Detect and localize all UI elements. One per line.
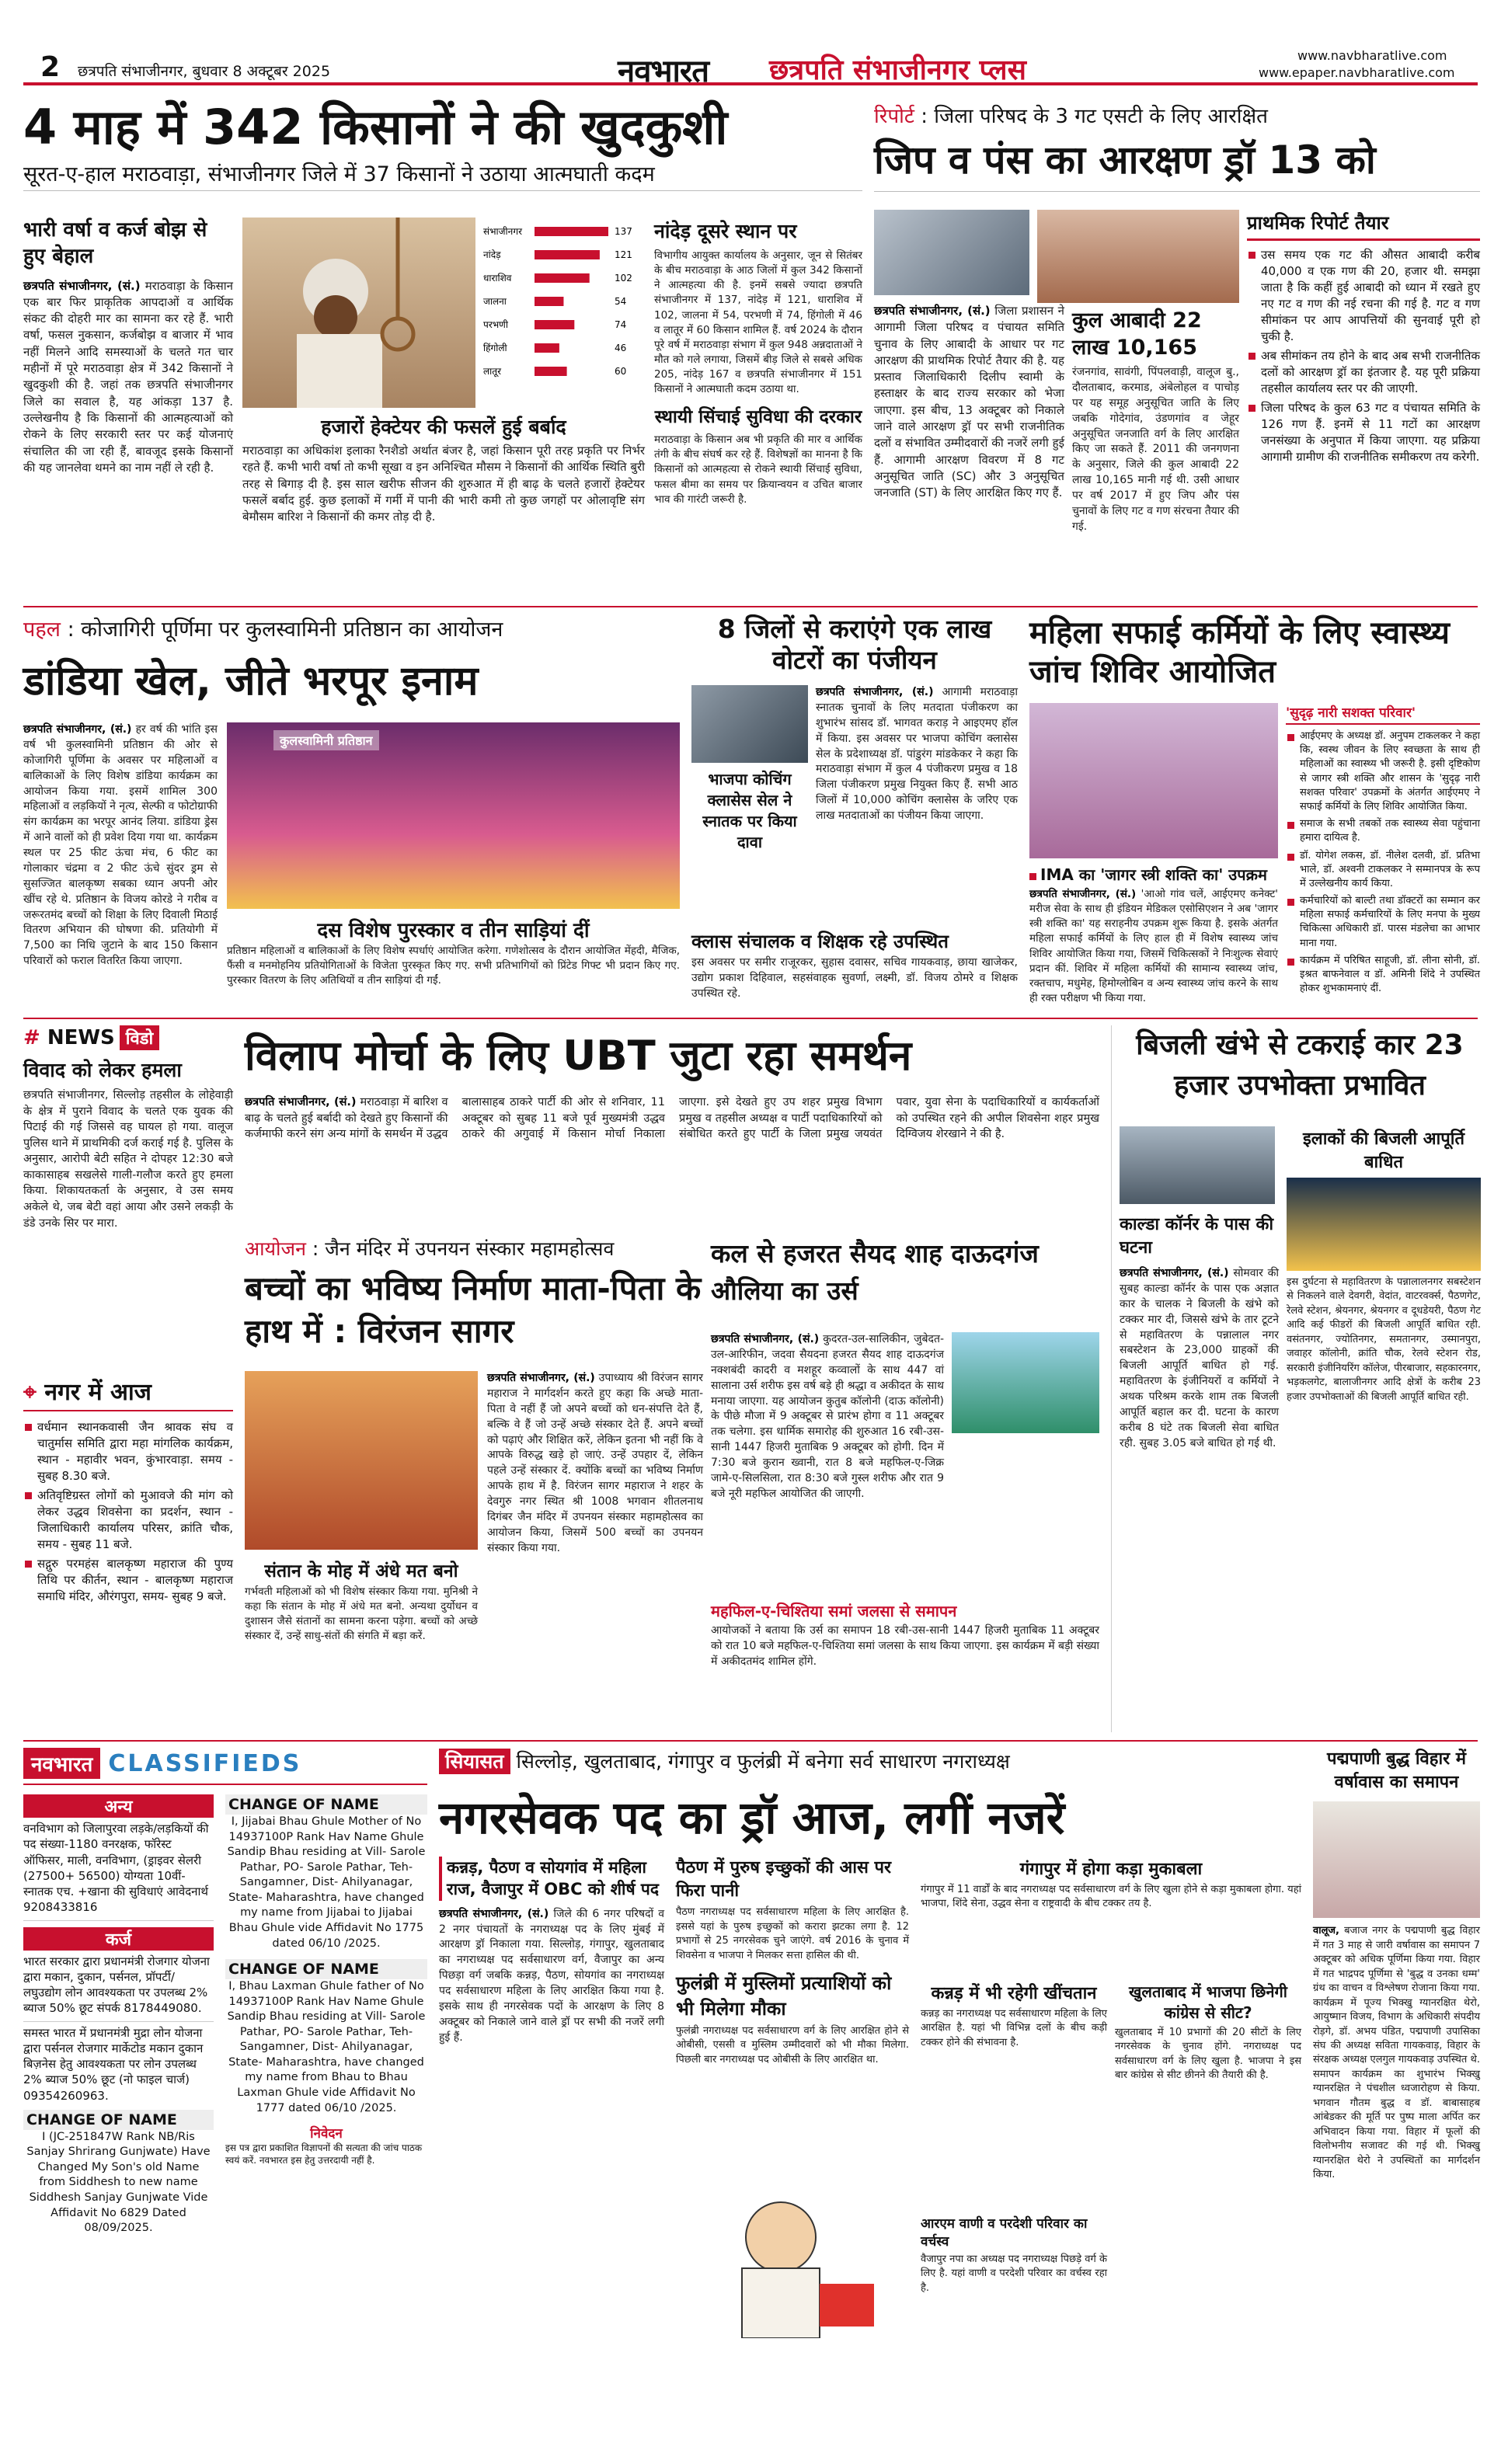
name-change-notice: I (JC-251847W Rank NB/Ris Sanjay Shrirang Gunjwate) Have Changed My Son's old Name from Siddhesh to new name Siddhesh Sanjay Gunjwate Vide Affidavit No 6829 Dated 08/09/2025. [26, 2130, 211, 2235]
sub-body: खुलताबाद में 10 प्रभागों की 20 सीटों के लिए नगरसेवक के चुनाव होंगे. नगराध्यक्ष पद सर्वसाधारण वर्ग के लिए खुला है. भाजपा ने इस बार कांग्रेस से सीट छीनने की तैयारी की है. [1115, 2027, 1301, 2082]
kicker: आयोजन : जैन मंदिर में उपनयन संस्कार महामहोत्सव [245, 1237, 615, 1260]
irrigation-body: मराठवाड़ा के किसान अब भी प्रकृति की मार व आर्थिक तंगी के बीच संघर्ष कर रहे हैं. विशेषज्ञों का मानना है कि किसानों को आत्महत्या से रोकने स्थायी सिंचाई सुविधा, फसल बीमा का समय पर क्रियान्वयन व उचित बाजार भाव की गारंटी जरूरी है. [654, 433, 862, 506]
chart-value-label: 102 [615, 273, 632, 284]
section-head: अन्य [23, 1794, 214, 1818]
sub-body: वैजापुर नपा का अध्यक्ष पद नगराध्यक्ष पिछड़े वर्ग के लिए है. यहां वाणी व परदेशी परिवार का वर्चस्व रहा है. [921, 2253, 1107, 2294]
classifieds [23, 1748, 427, 2431]
caption-body: मराठवाड़ा का अधिकांश इलाका रैनशैडो अर्थात बंजर है, जहां किसान पूरी तरह प्रकृति पर निर्भर रहते हैं. कभी भारी वर्षा तो कभी सूखा व इन अनिश्चित मौसम ने किसानों की आर्थिक स्थिति बुरी तरह से बिगाड़ दी है. इस साल खरीफ सीजन की शुरुआत में ही बाढ़ के चलते हजारों हेक्टेयर फसलें बर्बाद हुई. कुछ इलाकों में गर्मी में पानी की भारी कमी तो कुछ जगहों पर ओलावृष्टि संग बेमौसम बारिश ने किसानों की कमर तोड़ दी है. [242, 444, 645, 524]
byline: छत्रपति संभाजीनगर, (सं.) [245, 1096, 357, 1108]
chart-value-label: 60 [615, 366, 627, 377]
chart-category-label: परभणी [483, 319, 508, 330]
camp-photo [1029, 703, 1278, 858]
byline: छत्रपति संभाजीनगर, (सं.) [23, 278, 141, 293]
website-url[interactable]: www.navbharatlive.com [1297, 48, 1447, 63]
sub-body: कन्नड़ का नगराध्यक्ष पद सर्वसाधारण महिला के लिए आरक्षित है. यहां भी विभिन्न दलों के बीच कड़ी टक्कर होने की संभावना है. [921, 2008, 1107, 2048]
district-chart [482, 218, 645, 408]
city-events [23, 1375, 233, 1732]
ubt-story [245, 1025, 1099, 1227]
subhead: पैठण में पुरुष इच्छुकों की आस पर फिरा पानी [676, 1858, 892, 1901]
subheadline: भारी वर्षा व कर्ज बोझ से हुए बेहाल [23, 218, 207, 268]
headline: 8 जिलों से कराएंगे एक लाख वोटरों का पंजीयन [717, 614, 992, 675]
list-item: सद्गुरु परमहंस बालकृष्ण महाराज की पुण्य तिथि पर कीर्तन, स्थान - बालकृष्ण महाराज समाधि मंदिर, औरंगपुरा, समय- सुबह 9 बजे. [23, 1556, 233, 1605]
chart-value-label: 121 [615, 249, 632, 260]
side-head: इलाकों की बिजली आपूर्ति बाधित [1303, 1129, 1464, 1172]
stage-banner: कुलस्वामिनी प्रतिष्ठान [273, 730, 379, 750]
sub-body: गंगापुर में 11 वार्डों के बाद नगराध्यक्ष पद सर्वसाधारण वर्ग के लिए खुला होने से कड़ा मुकाबला होगा. यहां भाजपा, शिंदे सेना, उद्धव सेना व राष्ट्रवादी के बीच टक्कर तय है. [921, 1884, 1301, 1910]
headline: विलाप मोर्चा के लिए UBT जुटा रहा समर्थन [245, 1032, 912, 1080]
name-change-notice: I, Jijabai Bhau Ghule Mother of No 14937100P Rank Hav Name Ghule Sandip Bhau residing at Vill- Sarole Pathar, PO- Sarole Pathar, Teh- Sangamner, Dist- Ahilyanagar, State- Maharashtra, have changed my name from Jijabai to Jijabai Bhau Ghule vide Affidavit No 1775 dated 06/10 /2025. [227, 1815, 426, 1950]
subhead: खुलताबाद में भाजपा छिनेगी कांग्रेस से सीट? [1129, 1982, 1287, 2022]
dargah-photo [952, 1332, 1099, 1433]
chart-value-label: 54 [615, 296, 627, 307]
chart-category-label: नांदेड़ [483, 249, 501, 260]
body: उपाध्याय श्री विरंजन सागर महाराज ने मार्गदर्शन करते हुए कहा कि अच्छे माता-पिता वे नहीं हैं जो अपने बच्चों को धन-संपत्ति देते हैं, बल्कि वे हैं जो उन्हें अच्छे संस्कार देते हैं. अपने बच्चों को पढ़ाएं और शिक्षित करें, लेकिन इतना भी नहीं कि वे आपके विरुद्ध खड़े हो जाएं. उन्हें उपहार दें, लेकिन पहले उन्हें संस्कार दें. क्योंकि बच्चों का भविष्य निर्माण आपके हाथ में है. विरंजन सागर महाराज ने शहर के देवगुरु नगर स्थित श्री 1008 भगवान शीतलनाथ दिगंबर जैन मंदिर में उपनयन संस्कार महामहोत्सव का आयोजन किया, जिसमें 500 बच्चों का उपनयन संस्कार किया गया. [487, 1372, 704, 1554]
news-brief [23, 1025, 233, 1352]
byline: छत्रपति संभाजीनगर, (सं.) [874, 304, 991, 318]
chart-category-label: जालना [483, 296, 507, 307]
classified-item: वनविभाग को जिलापुरवा लड़के/लड़कियों की पद संख्या-1180 वनरक्षक, फॉरेस्ट ऑफिसर, माली, वनविभाग, (ड्राइवर सेलरी (27500+ 56500) योग्यता 10वीं-स्नातक एच. +खाना की सुविधाएं आवेदनार्थ 9208433816 [23, 1821, 214, 1921]
headline: महिला सफाई कर्मियों के लिए स्वास्थ्य जांच शिविर आयोजित [1029, 615, 1450, 690]
side-head: प्राथमिक रिपोर्ट तैयार [1247, 210, 1480, 241]
list-item: वर्धमान स्थानकवासी जैन श्रावक संघ व चातुर्मास समिति द्वारा महा मांगलिक कार्यक्रम, स्थान - महावीर भवन, कुंभारवाड़ा. समय - सुबह 8.30 बजे. [23, 1419, 233, 1484]
notice-head: निवेदन [310, 2126, 343, 2142]
farmer-photo [242, 218, 475, 408]
second-place-subhead: नांदेड़ दूसरे स्थान पर [654, 220, 797, 242]
chart-bar [535, 367, 567, 376]
headline: बिजली खंभे से टकराई कार 23 हजार उपभोक्ता प्रभावित [1136, 1029, 1464, 1102]
subhead: कन्नड़, पैठण व सोयगांव में महिला राज, वैजापुर में OBC को शीर्ष पद [439, 1857, 664, 1901]
chart-value-label: 74 [615, 319, 627, 330]
name-change-head: CHANGE OF NAME [23, 2110, 214, 2130]
headline: 4 माह में 342 किसानों ने की खुदकुशी [23, 99, 728, 155]
name-change-head: CHANGE OF NAME [225, 1794, 427, 1815]
side-list [1286, 729, 1480, 996]
video-tag[interactable]: विडो [120, 1025, 159, 1050]
headline: बच्चों का भविष्य निर्माण माता-पिता के हाथ में : विरंजन सागर [245, 1269, 702, 1350]
kicker: सियासत सिल्लोड़, खुलताबाद, गंगापुर व फुलंब्री में बनेगा सर्व साधारण नगराध्यक्ष [439, 1748, 1301, 1774]
subhead: महफिल-ए-चिश्तिया समां जलसा से समापन [711, 1602, 957, 1620]
list-item: समाज के सभी तबकों तक स्वास्थ्य सेवा पहुंचाना हमारा दायित्व है. [1286, 817, 1480, 845]
news-tag: # NEWS [23, 1026, 115, 1049]
headline: कल से हजरत सैयद शाह दाऊदगंज औलिया का उर्स [711, 1238, 1039, 1306]
body: 'आओ गांव चलें, आईएमए कनेक्ट' मरीज सेवा के साथ ही इंडियन मेडिकल एसोसिएशन ने अब 'जागर स्त्री शक्ति का' यह सराहनीय उपक्रम शुरू किया है. इसके अंतर्गत महिला सफाई कर्मियों के लिए हाल ही में विशेष स्वास्थ्य जांच शिविर आयोजित किया गया, जिसमें चिकित्सकों ने निःशुल्क सेवाएं प्रदान कीं. शिविर में महिला कर्मियों की सामान्य स्वास्थ्य जांच, रक्तचाप, मधुमेह, हिमोग्लोबिन व अन्य स्वास्थ्य जांच करने के साथ ही रक्त परीक्षण भी किया गया. [1029, 888, 1278, 1005]
side-body: इस दुर्घटना से महावितरण के पन्नालालनगर सबस्टेशन से निकलने वाले देवगरी, वेदांत, वाटरवर्क्स, पैठणगेट, रेलवे स्टेशन, श्रेयनगर, श्रेयनगर व दूधडेयरी, पैठण गेट आदि कई फीडरों की बिजली आपूर्ति बाधित रही. वसंतनगर, ज्योतिनगर, समतानगर, उस्मानपुरा, जवाहर कॉलोनी, क्रांति चौक, रेलवे स्टेशन रोड, सरकारी इंजीनियरिंग कॉलेज, पीरबाजार, सहकारनगर, भड़कलगेट, बालाजीनगर आदि क्षेत्रों के करीब 23 हजार उपभोक्ताओं की बिजली आपूर्ति बाधित रही. [1287, 1276, 1481, 1403]
dateline: छत्रपति संभाजीनगर, बुधवार 8 अक्टूबर 2025 [78, 63, 331, 80]
headline: जिप व पंस का आरक्षण ड्रॉ 13 को [874, 132, 1480, 192]
subhead: गंगापुर में होगा कड़ा मुकाबला [1019, 1860, 1203, 1879]
voter-registration-story [691, 614, 1018, 1010]
sub-body: इस अवसर पर समीर राजूरकर, सुहास दवासर, सचिव गायकवाड़, छाया खाजेकर, उद्योग प्रकाश दिहिवाल, सहसंवाहक सुवर्णा, लक्ष्मी, डॉ. विजय ठोमरे व शिक्षक उपस्थित रहे. [691, 956, 1018, 1000]
kicker: रिपोर्ट : जिला परिषद के 3 गट एसटी के लिए आरक्षित [874, 105, 1268, 128]
paper-logo: नवभारत [618, 54, 709, 89]
subhead: फुलंब्री में मुस्लिमों प्रत्याशियों को भी मिलेगा मौका [676, 1972, 892, 2020]
buddha-vihar-story [1313, 1748, 1480, 2431]
urs-story [711, 1235, 1099, 1732]
location-pin-icon: ⌖ [23, 1379, 37, 1406]
meeting-photo [691, 685, 808, 763]
body-2: रंजनगांव, सावंगी, पिंपलवाड़ी, वालूज बु., दौलताबाद, करमाड, अंबेलोहल व पाचोड़ पर यह समूह अनुसूचित जाति के लिए जबकि गोदेगांव, उंडणगांव व जेहूर अनुसूचित जनजाति वर्ग के लिए आरक्षित किए जा सकते हैं. 2011 की जनगणना के अनुसार, जिले की कुल आबादी 22 लाख 10,165 मानी गई थी. उसी आधार पर वर्ष 2017 में हुए जिप और पंस चुनावों के लिए गट व गण संरचना तैयार की गई. [1072, 366, 1239, 533]
second-place-body: विभागीय आयुक्त कार्यालय के अनुसार, जून से सितंबर के बीच मराठवाड़ा के आठ जिलों में कुल 342 किसानों ने आत्महत्या की है. इनमें सबसे ज्यादा छत्रपति संभाजीनगर में 137, नांदेड़ में 121, धाराशिव में 102, जालना में 54, परभणी में 74, हिंगोली में 46 व लातूर में 60 किसान शामिल हैं. वर्ष 2024 के दौरान पूरे वर्ष में मराठवाड़ा संभाग में कुल 948 अन्नदाताओं ने मौत को गले लगाया, जिसमें बीड़ जिले से सबसे अधिक 205, नांदेड़ 167 व छत्रपति संभाजीनगर में 151 किसानों ने आत्मघाती कदम उठाया था. [654, 249, 862, 396]
chart-bar [535, 297, 563, 306]
chart-category-label: लातूर [483, 366, 501, 377]
side-quote: भाजपा कोचिंग क्लासेस सेल ने स्नातक पर किया दावा [702, 770, 797, 851]
headline: विवाद को लेकर हमला [23, 1059, 182, 1081]
title: ⌖ नगर में आज [23, 1375, 233, 1411]
body: आगामी मराठवाड़ा स्नातक चुनावों के लिए मतदाता पंजीकरण का शुभारंभ सांसद डॉ. भागवत कराड़ ने आइएमए हॉल में किया. इस अवसर पर भाजपा कोचिंग क्लासेस सेल के प्रदेशाध्यक्ष डॉ. पांडुरंग मांडकेकर ने कहा कि मराठवाड़ा संभाग में कुल 4 पंजीकरण प्रमुख व 18 जिला पंजीकरण प्रमुख नियुक्त किए हैं. सभी आठ जिलों में 10,000 कोचिंग क्लासेस के जरिए एक लाख मतदाताओं का पंजीयन किया जाएगा. [816, 686, 1018, 822]
byline: छत्रपति संभाजीनगर, (सं.) [816, 686, 934, 698]
deck: सूरत-ए-हाल मराठवाड़ा, संभाजीनगर जिले में 37 किसानों ने उठाया आत्मघाती कदम [23, 158, 862, 191]
chart-svg [482, 218, 645, 408]
dandiya-story [23, 614, 680, 1010]
classified-item: समस्त भारत में प्रधानमंत्री मुद्रा लोन योजना द्वारा पर्सनल रोजगार मार्केटोड मकान दुकान बिज़नेस हेतु आवश्यकता पर लोन उपलब्ध 2% ब्याज 50% छूट (नो फाइल चार्ज) 09354260963. [23, 2025, 204, 2103]
caption-body: प्रतिष्ठान महिलाओं व बालिकाओं के लिए विशेष स्पर्धाएं आयोजित करेगा. गणेशोत्सव के दौरान आयोजित मेंहदी, मैजिक, फैंसी व मनमोहनिय प्रतियोगिताओं के विजेता पुरस्कृत किए गए. सभी प्रतिभागियों को प्रिंटेड गिफ्ट भी प्रदान किए गए. पुरस्कार वितरण के लिए अतिथियों व तीन साड़ियां दी गईं. [227, 945, 680, 987]
population-label: कुल आबादी 22 लाख 10,165 [1072, 308, 1202, 360]
zp-building-photo [1037, 210, 1239, 303]
headline: नगरसेवक पद का ड्रॉ आज, लगीं नजरें [439, 1791, 1065, 1844]
byline: छत्रपति संभाजीनगर, (सं.) [1029, 888, 1137, 900]
list-item: कार्यक्रम में परिषित साहूजी, डॉ. लीना सोनी, डॉ. इश्रत बाफनेवाल व डॉ. अमिनी शिंदे ने उपस्थित होकर शुभकामनाएं दीं. [1286, 954, 1480, 997]
list-item: डॉ. योगेश लकस, डॉ. नीलेश दलवी, डॉ. प्रतिभा भाले, डॉ. अश्वनी टाकलकर ने सम्मानपत्र के रूप में उल्लेखनीय कार्य किया. [1286, 849, 1480, 892]
name-change-head: CHANGE OF NAME [225, 1959, 427, 1979]
caption-body: गर्भवती महिलाओं को भी विशेष संस्कार किया गया. मुनिश्री ने कहा कि संतान के मोह में अंधे मत बनो. अन्यथा दुर्योधन व दुशासन जैसे संतानों का सामना करना पड़ेगा. बच्चों को अच्छे संस्कार दें, उन्हें साधु-संतों की संगति में बड़ा करें. [245, 1585, 478, 1643]
classified-item: भारत सरकार द्वारा प्रधानमंत्री रोजगार योजना द्वारा मकान, दुकान, पर्सनल, प्रॉपर्टी/ लघुउद्योग लोन आवश्यकता पर उपलब्ध 2% ब्याज 50% छूट संपर्क 8178449080. [23, 1954, 214, 2022]
evm-photo [874, 210, 1029, 295]
councillor-draw-story [439, 1748, 1301, 2431]
chart-bar [535, 273, 590, 283]
chart-category-label: संभाजीनगर [483, 226, 522, 237]
notice-body: इस पत्र द्वारा प्रकाशित विज्ञापनों की सत्यता की जांच पाठक स्वयं करें. नवभारत इस हेतु उत्तरदायी नहीं है. [225, 2142, 423, 2166]
banner: 'सुदृढ़ नारी सशक्त परिवार' [1286, 703, 1480, 725]
farmer-suicide-story [23, 101, 862, 598]
ceremony-photo [245, 1371, 478, 1550]
body: मराठवाड़ा के किसान एक बार फिर प्राकृतिक आपदाओं व आर्थिक संकट की दोहरी मार का सामना कर रहे हैं. भारी वर्षा, फसल नुकसान, कर्जबोझ व बाजार में भाव नहीं मिलने आदि समस्याओं के चलते गत चार महीनों में पूरे मराठवाड़ा क्षेत्र में 342 किसानों ने खुदकुशी की है. जहां तक छत्रपति संभाजीनगर जिले का सवाल है, यह आंकड़ा 137 है. उल्लेखनीय है कि किसानों की आत्महत्याओं को रोकने के लिए सरकारी स्तर पर कई योजनाएं संचालित की जा रही हैं, बावजूद इसके किसानों की यह जानलेवा थमने का नाम नहीं ले रही है. [23, 278, 233, 475]
photo-caption: संतान के मोह में अंधे मत बनो [264, 1561, 458, 1582]
brand: नवभारत [23, 1748, 100, 1779]
byline: छत्रपति संभाजीनगर, (सं.) [23, 723, 132, 736]
chart-category-label: धाराशिव [483, 273, 512, 284]
chart-bar [535, 227, 608, 236]
list-item: उस समय एक गट की औसत आबादी करीब 40,000 व एक गण की 20, हजार थी. समझा जाता है कि कहीं हुई आबादी को ध्यान में रखते हुए नए गट व गण की नई रचना की गई है. गट व गण सीमांकन पर आप आपत्तियों की सुनवाई पूरी हो चुकी है. [1247, 247, 1480, 345]
power-outage-story [1111, 1025, 1480, 1732]
subhead: कन्नड़ में भी रहेगी खींचतान [931, 1984, 1097, 2003]
list-item: अतिवृष्टिग्रस्त लोगों को मुआवजे की मांग को लेकर उद्धव शिवसेना का प्रदर्शन, स्थान - जिलाधिकारी कार्यालय परिसर, क्रांति चौक, समय - सुबह 11 बजे. [23, 1488, 233, 1553]
dandiya-photo [227, 722, 680, 909]
classifieds-title: CLASSIFIEDS [108, 1749, 302, 1777]
list-item: अब सीमांकन तय होने के बाद अब सभी राजनीतिक दलों को आरक्षण ड्रॉ का इंतजार है. यह पूरी प्रक्रिया तहसील कार्यालय स्तर पर की जाएगी. [1247, 348, 1480, 397]
body: बजाज नगर के पद्मपाणी बुद्ध विहार में गत 3 माह से जारी वर्षावास का समापन 7 अक्टूबर को अधिक पूर्णिमा किया गया. विहार में गत भाद्रपद पूर्णिमा से 'बुद्ध व उनका धम्म' ग्रंथ का वाचन व विश्लेषण रोजाना किया गया. कार्यक्रम में पूज्य भिक्खु ग्यानरक्षित थेरो, आयुष्मान विजय, विभाग के अधिकारी संपदीय रोड़गे, डॉ. अभय पंडित, पद्मपाणी उपासिका संघ की अध्यक्ष सविता गायकवाड़, विहार के संरक्षक अध्यक्ष एलगुल गायकवाड़ उपस्थित थे. समापन कार्यक्रम का शुभारंभ भिक्खु ग्यानरक्षित ने पंचशील ध्वजारोहण से किया. भगवान गौतम बुद्ध व डॉ. बाबासाहब आंबेडकर की मूर्ति पर पुष्प माला अर्पित कर अभिवादन किया गया. विहार में फूलों की विलोभनीय सजावट की गई थी. भिक्खु ग्यानरक्षित थेरो ने उपस्थितों का मार्गदर्शन किया. [1313, 1925, 1480, 2181]
subhead: आरएम वाणी व परदेशी परिवार का वर्चस्व [921, 2216, 1088, 2250]
chart-category-label: हिंगोली [483, 343, 507, 353]
sub-body: आयोजकों ने बताया कि उर्स का समापन 18 रबी-उस-सानी 1447 हिजरी मुताबिक 11 अक्टूबर को रात 10 बजे महफिल-ए-चिश्तिया समां जलसा के साथ किया जाएगा. इस कार्यक्रम में बड़ी संख्या में अकीदतमंद शामिल होंगे. [711, 1624, 1099, 1668]
photo-caption: दस विशेष पुरस्कार व तीन साड़ियां दीं [317, 919, 590, 942]
body: हर वर्ष की भांति इस वर्ष भी कुलस्वामिनी प्रतिष्ठान की ओर से कोजागिरी पूर्णिमा के अवसर पर महिलाओं व बालिकाओं के लिए विशेष डांडिया कार्यक्रम का आयोजन किया गया. इसमें शामिल 300 महिलाओं व लड़कियों ने नृत्य, सेल्फी व फोटोग्राफी संग कार्यक्रम का भरपूर आनंद लिया. डांडिया ड्रेस में आने वालों को ही प्रवेश दिया गया था. कार्यक्रम स्थल पर 25 फीट ऊंचा मंच, 6 फीट का गोलाकार चंद्रमा व 2 फीट ऊंचे सुंदर ड्रम से सुसज्जित बालकृष्ण सबका ध्यान अपनी ओर खींच रहे थे. प्रतिष्ठान के विजय कोरडे ने गरीब व जरूरतमंद बच्चों को शिक्षा के लिए दिवाली मिठाई वितरण अभियान की घोषणा की. प्रतियोगी में 7,500 का निधि जुटाने के बाद 150 किसान परिवारों को फराल वितरित किया जाएगा. [23, 723, 218, 968]
side-list [1247, 247, 1480, 465]
pole-photo [1120, 1126, 1275, 1204]
chart-bar [535, 343, 559, 353]
chart-bar [535, 250, 600, 259]
epaper-url[interactable]: www.epaper.navbharatlive.com [1259, 65, 1455, 80]
vihar-photo [1313, 1801, 1480, 1918]
list-item: आईएमए के अध्यक्ष डॉ. अनुपम टाकलकर ने कहा कि, स्वस्थ जीवन के लिए स्वच्छता के साथ ही महिलाओं का स्वास्थ्य भी जरूरी है. इसी दृष्टिकोण से जागर स्त्री शक्ति और शासन के 'सुदृढ़ नारी सशक्त परिवार' उपक्रमों के अंतर्गत आईएमए ने सफाई कर्मियों के लिए शिविर आयोजित किया. [1286, 729, 1480, 814]
chart-bar [535, 320, 574, 329]
byline: छत्रपति संभाजीनगर, (सं.) [1120, 1267, 1229, 1279]
subhead: क्लास संचालक व शिक्षक रहे उपस्थित [691, 931, 949, 952]
zp-reservation-story [874, 101, 1480, 598]
subhead: काल्डा कॉर्नर के पास की घटना [1120, 1215, 1274, 1258]
body: जिला प्रशासन ने आगामी जिला परिषद व पंचायत समिति चुनाव के लिए आबादी के आधार पर गट आरक्षण की प्राथमिक रिपोर्ट तैयार की है. यह प्रस्ताव जिलाधिकारी दिलीप स्वामी के हस्ताक्षर के बाद राज्य सरकार को भेजा जाएगा. इस बीच, 13 अक्टूबर को निकाले जाने वाले आरक्षण ड्रॉ पर सभी राजनीतिक दलों व संभावित उम्मीदवारों की नजरें लगी हुई हैं. आगामी आरक्षण विवरण में 8 गट अनुसूचित जाति (SC) और 3 अनुसूचित जनजाति (ST) के लिए आरक्षित किए गए हैं. [874, 304, 1064, 500]
photo-caption: हजारों हेक्टेयर की फसलें हुई बर्बाद [321, 416, 566, 438]
irrigation-subhead: स्थायी सिंचाई सुविधा की दरकार [654, 406, 862, 427]
body: जिले की 6 नगर परिषदों व 2 नगर पंचायतों के नगराध्यक्ष पद के लिए मुंबई में आरक्षण ड्रॉ निकाला गया. सिल्लोड़, गंगापुर, खुलताबाद का नगराध्यक्ष पद सर्वसाधारण वर्ग, वैजापुर का अन्य पिछड़ा वर्ग जबकि कन्नड़, पैठण, सोयगांव का नगराध्यक्ष पद सर्वसाधारण महिला के लिए आरक्षित किया गया है. इसके साथ ही नगरसेवक पदों के आरक्षण के लिए 8 अक्टूबर को निकाले जाने वाले ड्रॉ पर सभी की नजरें लगी हुई हैं. [439, 1907, 665, 2044]
chart-value-label: 137 [615, 226, 632, 237]
name-change-notice: I, Bhau Laxman Ghule father of No 14937100P Rank Hav Name Ghule Sandip Bhau residing at Vill- Sarole Pathar, PO- Sarole Pathar, Teh- Sangamner, Dist- Ahilyanagar, State- Maharashtra, have changed my name from Bhau to Bhau Laxman Ghule vide Affidavit No 1777 dated 06/10 /2025. [227, 1980, 426, 2114]
kicker: पहल : कोजागिरी पूर्णिमा पर कुलस्वामिनी प्रतिष्ठान का आयोजन [23, 618, 503, 642]
sub-body: पैठण नगराध्यक्ष पद सर्वसाधारण महिला के लिए आरक्षित है. इससे यहां के पुरुष इच्छुकों को करारा झटका लगा है. 12 प्रभागों से 25 नगरसेवक चुने जाएंगे. वर्ष 2016 के चुनाव में शिवसेना व भाजपा ने मिलकर सत्ता हासिल की थी. [676, 1906, 909, 1961]
list-item: जिला परिषद के कुल 63 गट व पंचायत समिति के 126 गण हैं. इनमें से 11 गटों का आरक्षण जनसंख्या के अनुपात में किया जाएगा. यह प्रक्रिया आगामी ग्रामीण की राजनीतिक समीकरण तय करेगी. [1247, 400, 1480, 465]
list-item: कर्मचारियों को बाल्टी तथा डॉक्टरों का सम्मान कर महिला सफाई कर्मचारियों के लिए मनपा के मुख्य चिकित्सा अधिकारी डॉ. पारस मंडलेचा का आभार माना गया. [1286, 894, 1480, 951]
sub-body: फुलंब्री नगराध्यक्ष पद सर्वसाधारण वर्ग के लिए आरक्षित होने से ओबीसी, एससी व मुस्लिम उम्मीदवारों को भी मौका मिलेगा. पिछली बार नगराध्यक्ष पद ओबीसी के लिए आरक्षित था. [676, 2024, 909, 2066]
body: कुदरत-उल-सालिकीन, जुबेदत-उल-आरिफीन, जदवा सैयदना हजरत सैयद शाह दाऊदगंज नक्शबंदी कादरी व मशहूर कव्वालों के साथ 447 वां सालाना उर्स शरीफ इस वर्ष बड़े ही श्रद्धा व अकीदत के साथ मनाया जाएगा. यह आयोजन कुतुब कॉलोनी (दाऊ कॉलोनी) के पीछे मौजा में 9 अक्टूबर से प्रारंभ होगा व 11 अक्टूबर तक चलेगा. इस धार्मिक समारोह की शुरुआत 16 रबी-उस-सानी 1447 हिजरी मुताबिक 9 अक्टूबर को होगी. दिन में 7:30 बजे कुरान ख्वानी, रात 8 बजे महफिल-ए-जिक्र जामे-ए-सिलसिला, रात 8:30 बजे गुस्ल शरीफ और रात 9 बजे नूरी महफिल आयोजित की जाएगी. [711, 1333, 945, 1500]
masthead [23, 47, 1478, 89]
headline: पद्मपाणी बुद्ध विहार में वर्षावास का समापन [1326, 1749, 1466, 1792]
health-camp-story [1029, 614, 1480, 1010]
byline: छत्रपति संभाजीनगर, (सं.) [711, 1333, 820, 1345]
jain-ceremony-story [245, 1235, 703, 1732]
page-number: 2 [40, 51, 61, 83]
body: छत्रपति संभाजीनगर, सिल्लोड़ तहसील के लोहेवाड़ी के क्षेत्र में पुराने विवाद के चलते एक युवक की पिटाई की गई जिससे वह घायल हो गया. वालूज पुलिस थाने में प्राथमिकी दर्ज कराई गई है. पुलिस के अनुसार, आरोपी बेटी सहित ने दोपहर 12:30 बजे काकासाहब सखलेसे गाली-गलौज करते हुए हमला किया. शिकायतकर्ता के अनुसार, वे उस समय अकेले थे, जब बेटी वहां आया और उसने लकड़ी के डंडे उनके सिर पर मारा. [23, 1089, 233, 1230]
section-head: कर्ज [23, 1927, 214, 1951]
cartoon-illustration [680, 2183, 882, 2338]
ima-label: IMA का 'जागर स्त्री शक्ति का' उपक्रम [1029, 864, 1278, 885]
lamp-photo [1287, 1178, 1481, 1271]
chart-value-label: 46 [615, 343, 627, 353]
byline: छत्रपति संभाजीनगर, (सं.) [439, 1907, 549, 1920]
edition-name: छत्रपति संभाजीनगर प्लस [769, 54, 1026, 86]
byline: छत्रपति संभाजीनगर, (सं.) [487, 1372, 595, 1384]
headline: डांडिया खेल, जीते भरपूर इनाम [23, 658, 479, 705]
body: मराठवाड़ा में बारिश व बाढ़ के चलते हुई बर्बादी को देखते हुए किसानों की कर्जमाफी करने संग अन्य मांगों के समर्थन में उद्धव बालासाहब ठाकरे पार्टी की ओर से शनिवार, 11 अक्टूबर को सुबह 11 बजे पूर्व मुख्यमंत्री उद्धव ठाकरे की अगुवाई में किसान मोर्चा निकाला जाएगा. इसे देखते हुए उप शहर प्रमुख विभाग प्रमुख व तहसील अध्यक्ष व पार्टी पदाधिकारियों को संबोधित करते हुए पार्टी के जिला प्रमुख जयवंत पवार, युवा सेना के पदाधिकारियों व कार्यकर्ताओं को उपस्थित रहने की अपील शिवसेना शहर प्रमुख दिग्विजय शेरखाने ने की है. [245, 1096, 1099, 1141]
body: सोमवार की सुबह काल्डा कॉर्नर के पास एक अज्ञात कार के चालक ने बिजली के खंभे को टक्कर मार दी, जिससे खंभे के तार टूटने से महावितरण के पन्नालाल नगर सबस्टेशन के 23,000 ग्राहकों की बिजली आपूर्ति बाधित हो गई. महावितरण के इंजीनियरों व कर्मियों ने अथक परिश्रम करके शाम तक बिजली आपूर्ति बहाल कर दी. घटना के कारण करीब 8 घंटे तक बिजली सेवा बाधित रही. सुबह 3.05 बजे बाधित हो गई थी. [1120, 1267, 1279, 1450]
byline: वालूज, [1313, 1925, 1339, 1937]
